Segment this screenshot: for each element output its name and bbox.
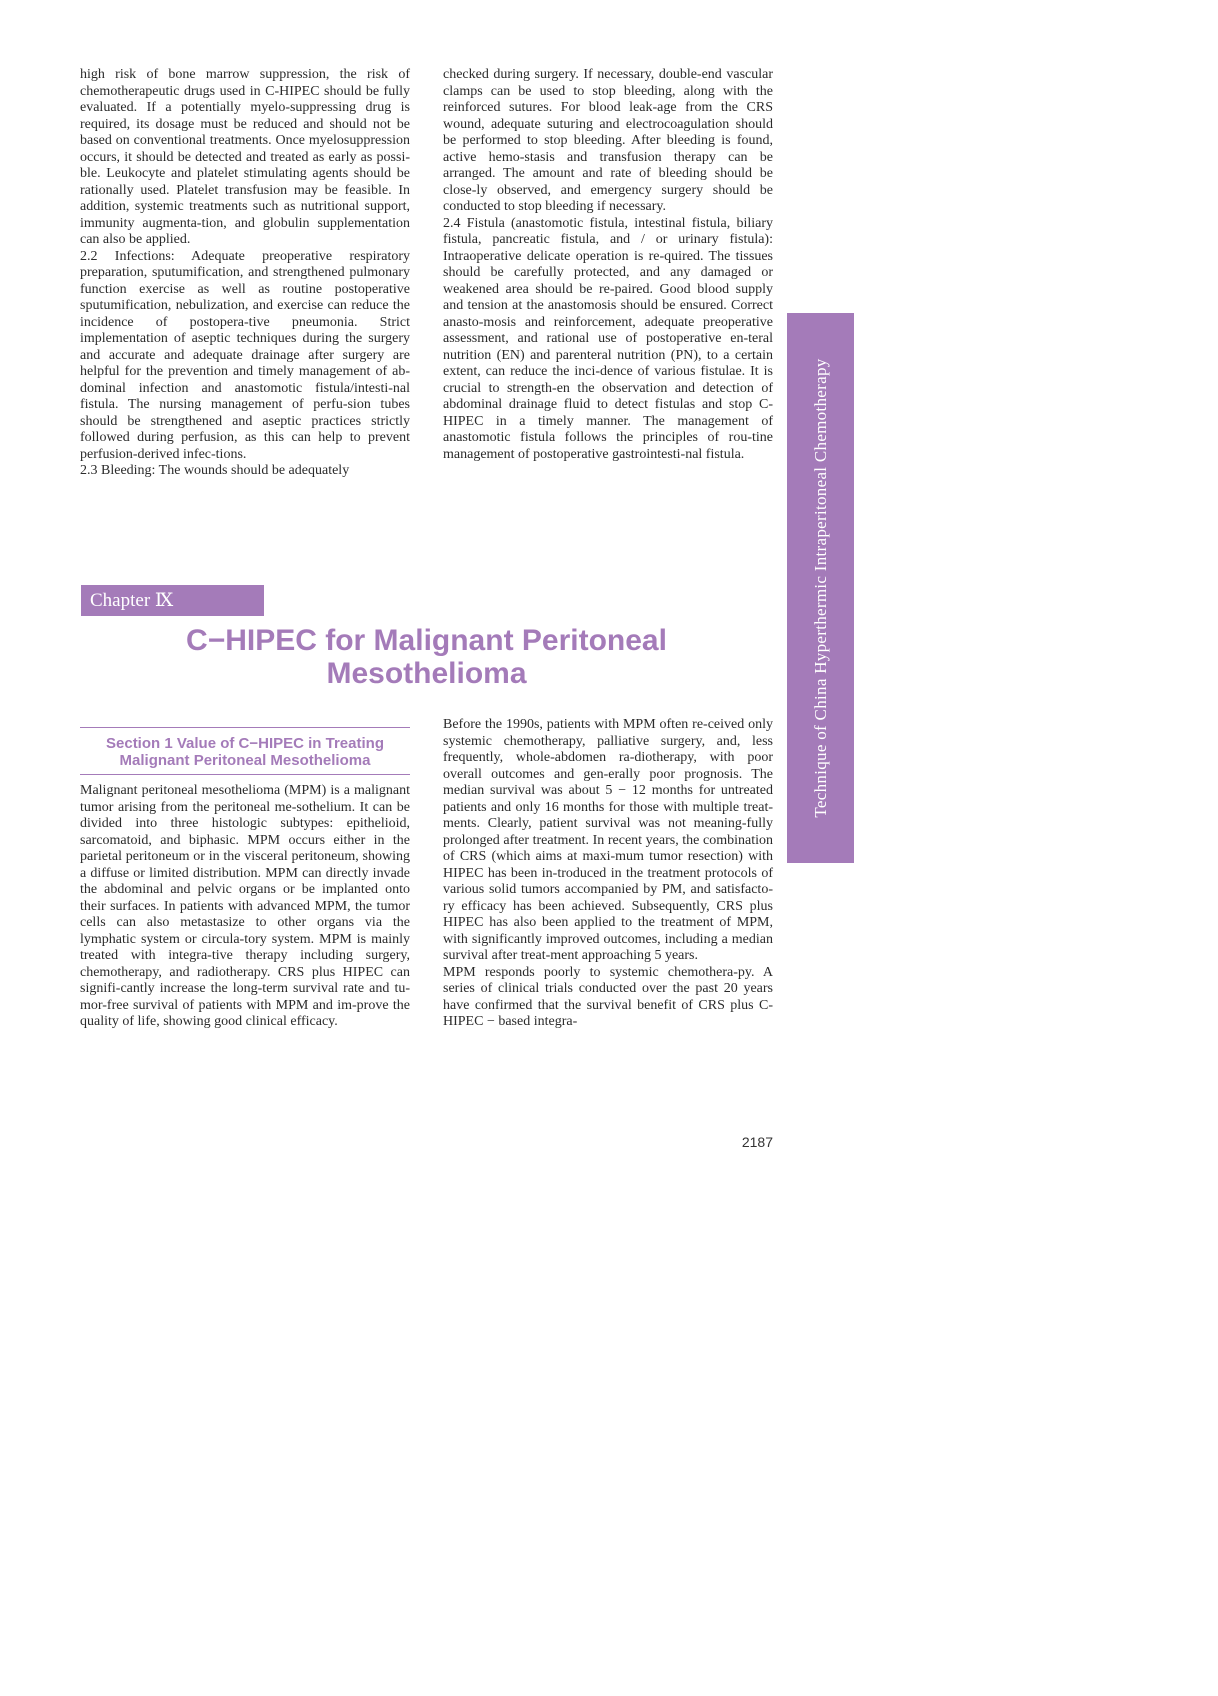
paragraph-mpm-chemotherapy: MPM responds poorly to systemic chemothera-py. A series of clinical trials conducted over the past 20 years have confirmed that the survival benefit of CRS plus C-HIPEC − based integra-: [443, 964, 773, 1029]
section-heading-line1: Section 1 Value of C−HIPEC in Treating: [106, 735, 384, 752]
paragraph-mpm-definition: Malignant peritoneal mesothelioma (MPM) is a malignant tumor arising from the peritoneal me-sothelium. It can be divided into three histologic subtypes: epithelioid, sarcomatoid, and biphasic. MPM occurs either in the parietal peritoneum or in the visceral peritoneum, showing a diffuse or limited distribution. MPM can directly invade the abdominal and pelvic organs or be implanted onto their surfaces. In patients with advanced MPM, the tumor cells can also metastasize to other organs via the lymphatic system or circula-tory system. MPM is mainly treated with integra-tive therapy including surgery, chemotherapy, and radiotherapy. CRS plus HIPEC can signifi-cantly increase the long-term survival rate and tu-mor-free survival of patients with MPM and im-prove the quality of life, showing good clinical efficacy.: [80, 783, 410, 1029]
chapter-title-line1: C−HIPEC for Malignant Peritoneal: [186, 624, 667, 657]
paragraph-fistula: 2.4 Fistula (anastomotic fistula, intestinal fistula, biliary fistula, pancreatic fistula, and / or urinary fistula): Intraoperative delicate operation is re-quired. The tissues should be carefully protected, and any damaged or weakened area should be re-paired. Good blood supply and tension at the anastomosis should be ensured. Correct anasto-mosis and reinforcement, adequate preoperative assessment, and rational use of postoperative en-teral nutrition (EN) and parenteral nutrition (PN), to a certain extent, can reduce the inci-dence of various fistulae. It is crucial to strength-en the observation and detection of abdominal drainage fluid to detect fistulas and stop C-HIPEC in a timely manner. The management of anastomotic fistula follows the principles of rou-tine management of postoperative gastrointesti-nal fistula.: [443, 215, 773, 462]
side-tab: [787, 313, 854, 863]
paragraph-bone-marrow: high risk of bone marrow suppression, the risk of chemotherapeutic drugs used in C-HIPEC should be fully evaluated. If a potentially myelo-suppressing drug is required, its dosage must be reduced and should not be based on conventional treatments. Once myelosuppression occurs, it should be detected and treated as early as possi-ble. Leukocyte and platelet stimulating agents should be rationally used. Platelet transfusion may be feasible. In addition, systemic treatments such as nutritional support, immunity augmenta-tion, and globulin supplementation can also be applied.: [80, 67, 410, 247]
paragraph-bleeding-continued: checked during surgery. If necessary, double-end vascular clamps can be used to stop bleeding, along with the reinforced sutures. For blood leak-age from the CRS wound, adequate suturing and electrocoagulation should be performed to stop bleeding. After bleeding is found, active hemo-stasis and transfusion therapy can be arranged. The amount and rate of bleeding should be close-ly observed, and emergency surgery should be conducted to stop bleeding if necessary.: [443, 67, 773, 214]
paragraph-mpm-history: Before the 1990s, patients with MPM often re-ceived only systemic chemotherapy, palliative surgery, and, less frequently, whole-abdomen ra-diotherapy, with poor overall outcomes and gen-erally poor prognosis. The median survival was about 5 − 12 months for untreated patients and only 16 months for those with multiple treat-ments. Clearly, patient survival was not meaning-fully prolonged after treatment. In recent years, the combination of CRS (which aims at maxi-mum tumor resection) with HIPEC has been in-troduced in the treatment protocols of various solid tumors accompanied by PM, and satisfacto-ry efficacy has been achieved. Subsequently, CRS plus HIPEC has also been applied to the treatment of MPM, with significantly improved outcomes, including a median survival after treat-ment approaching 5 years.: [443, 717, 773, 963]
paragraph-infections: 2.2 Infections: Adequate preoperative respiratory preparation, sputumification, and strengthened pulmonary function exercise as well as routine postoperative sputumification, nebulization, and exercise can reduce the incidence of postopera-tive pneumonia. Strict implementation of aseptic techniques during the surgery and accurate and adequate drainage after surgery are helpful for the prevention and timely management of ab-dominal infection and anastomotic fistula/intesti-nal fistula. The nursing management of perfu-sion tubes should be strengthened and aseptic practices strictly followed during perfusion, as this can help to prevent perfusion-derived infec-tions.: [80, 248, 410, 462]
page-number: 2187: [741, 1134, 773, 1150]
paragraph-bleeding-start: 2.3 Bleeding: The wounds should be adequately: [80, 463, 350, 478]
chapter-title: [80, 624, 773, 690]
top-left-column: [80, 67, 410, 480]
section-heading: [80, 727, 410, 775]
chapter-title-line2: Mesothelioma: [326, 657, 527, 690]
bottom-left-column: [80, 783, 410, 1031]
section-heading-line2: Malignant Peritoneal Mesothelioma: [119, 752, 371, 769]
side-tab-label: Technique of China Hyperthermic Intraperitoneal Chemotherapy: [810, 358, 830, 818]
top-right-column: [443, 67, 773, 463]
chapter-label: Chapter Ⅸ: [81, 585, 264, 616]
bottom-right-column: [443, 717, 773, 1031]
